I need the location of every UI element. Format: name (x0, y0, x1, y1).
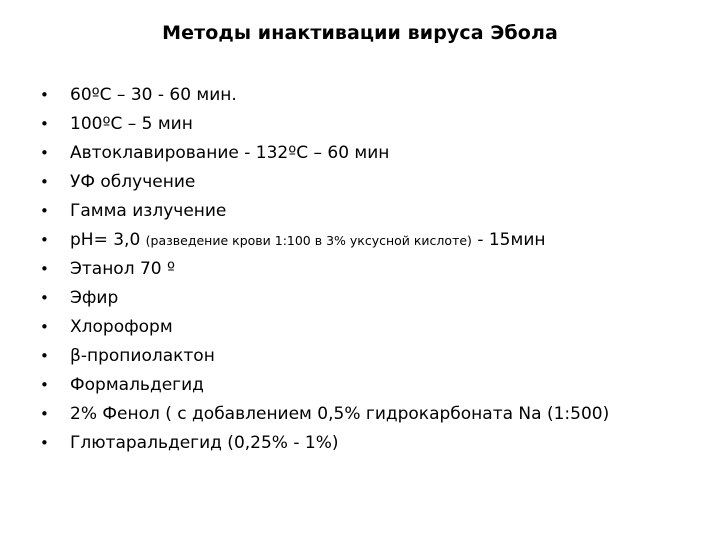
list-item (40, 143, 609, 172)
list-item-text: Глютаральдегид (0,25% - 1%) (70, 433, 339, 453)
list-item (40, 288, 609, 317)
list-item-text: Эфир (70, 288, 119, 308)
bullet-icon: • (40, 202, 49, 220)
list-item-text: 100ºС – 5 мин (70, 114, 193, 134)
dilution-note-text: (разведение крови 1:100 в 3% уксусной кислоте) (145, 233, 472, 248)
bullet-icon: • (40, 318, 49, 336)
bullet-icon: • (40, 144, 49, 162)
bullet-icon: • (40, 289, 49, 307)
bullet-icon: • (40, 347, 49, 365)
duration-text: - 15мин (471, 230, 546, 250)
list-item-text: Формальдегид (70, 375, 204, 395)
bullet-icon: • (40, 86, 49, 104)
bullet-icon: • (40, 115, 49, 133)
list-item (40, 317, 609, 346)
bullet-icon: • (40, 376, 49, 394)
list-item-text: УФ облучение (70, 172, 196, 192)
list-item (40, 346, 609, 375)
ph-value-text: рН= 3,0 (70, 230, 146, 250)
list-item (40, 230, 609, 259)
list-item-text: Хлороформ (70, 317, 173, 337)
bullet-icon: • (40, 405, 49, 423)
list-item (40, 375, 609, 404)
list-item (40, 201, 609, 230)
list-item-text: 2% Фенол ( с добавлением 0,5% гидрокарбоната Na (1:500) (70, 404, 610, 424)
bullet-icon: • (40, 231, 49, 249)
list-item (40, 85, 609, 114)
list-item-text (70, 230, 545, 250)
list-item-text: β-пропиолактон (70, 346, 215, 366)
bullet-icon: • (40, 260, 49, 278)
list-item-text: 60ºС – 30 - 60 мин. (70, 85, 237, 105)
list-item (40, 433, 609, 462)
list-item (40, 114, 609, 143)
list-item-text: Гамма излучение (70, 201, 227, 221)
bullet-icon: • (40, 434, 49, 452)
bullet-icon: • (40, 173, 49, 191)
slide-title: Методы инактивации вируса Эбола (162, 22, 558, 44)
list-item (40, 172, 609, 201)
list-item (40, 404, 609, 433)
inactivation-methods-list (40, 85, 609, 462)
list-item-text: Этанол 70 º (70, 259, 176, 279)
list-item-text: Автоклавирование - 132ºС – 60 мин (70, 143, 390, 163)
list-item (40, 259, 609, 288)
